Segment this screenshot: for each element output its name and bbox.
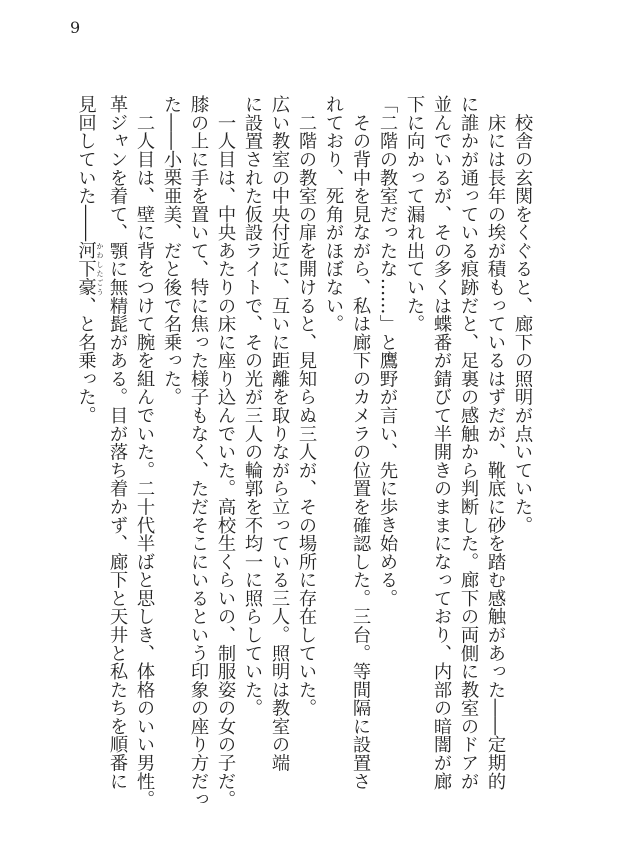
text-line: 下に向かって漏れ出ていた。 xyxy=(404,95,425,333)
text-line: 革ジャンを着て、顎に無精髭がある。目が落ち着かず、廊下と天井と私たちを順番に xyxy=(107,95,128,791)
text-line: 並んでいるが、その多くは蝶番が錆びて半開きのままになっており、内部の暗闇が廊 xyxy=(431,95,452,791)
text-line: 膝の上に手を置いて、特に焦った様子もなく、ただそこにいるという印象の座り方だっ xyxy=(188,95,209,809)
text-line: 校舎の玄関をくぐると、廊下の照明が点いていた。 xyxy=(512,95,533,534)
text-line: 「二階の教室だったな……」と鷹野が言い、先に歩き始める。 xyxy=(377,95,398,608)
page-number: 9 xyxy=(70,18,81,37)
text-line: れており、死角がほぼない。 xyxy=(323,95,344,333)
text-line: に設置された仮設ライトで、その光が三人の輪郭を不均一に照らしていた。 xyxy=(242,95,263,717)
text-line: た――小栗亜美、だと後で名乗った。 xyxy=(161,95,182,406)
text-line: その背中を見ながら、私は廊下のカメラの位置を確認した。三台。等間隔に設置さ xyxy=(350,95,371,791)
name-ruby xyxy=(75,241,104,297)
text-segment: 、と名乗った。 xyxy=(75,296,97,425)
text-line: 床には長年の埃が積もっているはずだが、靴底に砂を踏む感触があった――定期的 xyxy=(485,95,506,791)
text-line-last xyxy=(73,95,105,815)
body-text xyxy=(77,95,536,815)
text-line: 一人目は、中央あたりの床に座り込んでいた。高校生くらいの、制服姿の女の子だ。 xyxy=(215,95,236,809)
text-segment: 見回していた―― xyxy=(75,95,97,242)
ruby-text: かわしたごう xyxy=(96,241,104,297)
text-line: 二人目は、壁に背をつけて腕を組んでいた。二十代半ばと思しき、体格のいい男性。 xyxy=(134,95,155,809)
text-line: 広い教室の中央付近に、互いに距離を取りながら立っている三人。照明は教室の端 xyxy=(269,95,290,772)
ruby-base: 河下豪 xyxy=(75,241,97,297)
text-line: に誰かが通っている痕跡だと、足裏の感触から判断した。廊下の両側に教室のドアが xyxy=(458,95,479,791)
text-line: 二階の教室の扉を開けると、見知らぬ三人が、その場所に存在していた。 xyxy=(296,95,317,717)
